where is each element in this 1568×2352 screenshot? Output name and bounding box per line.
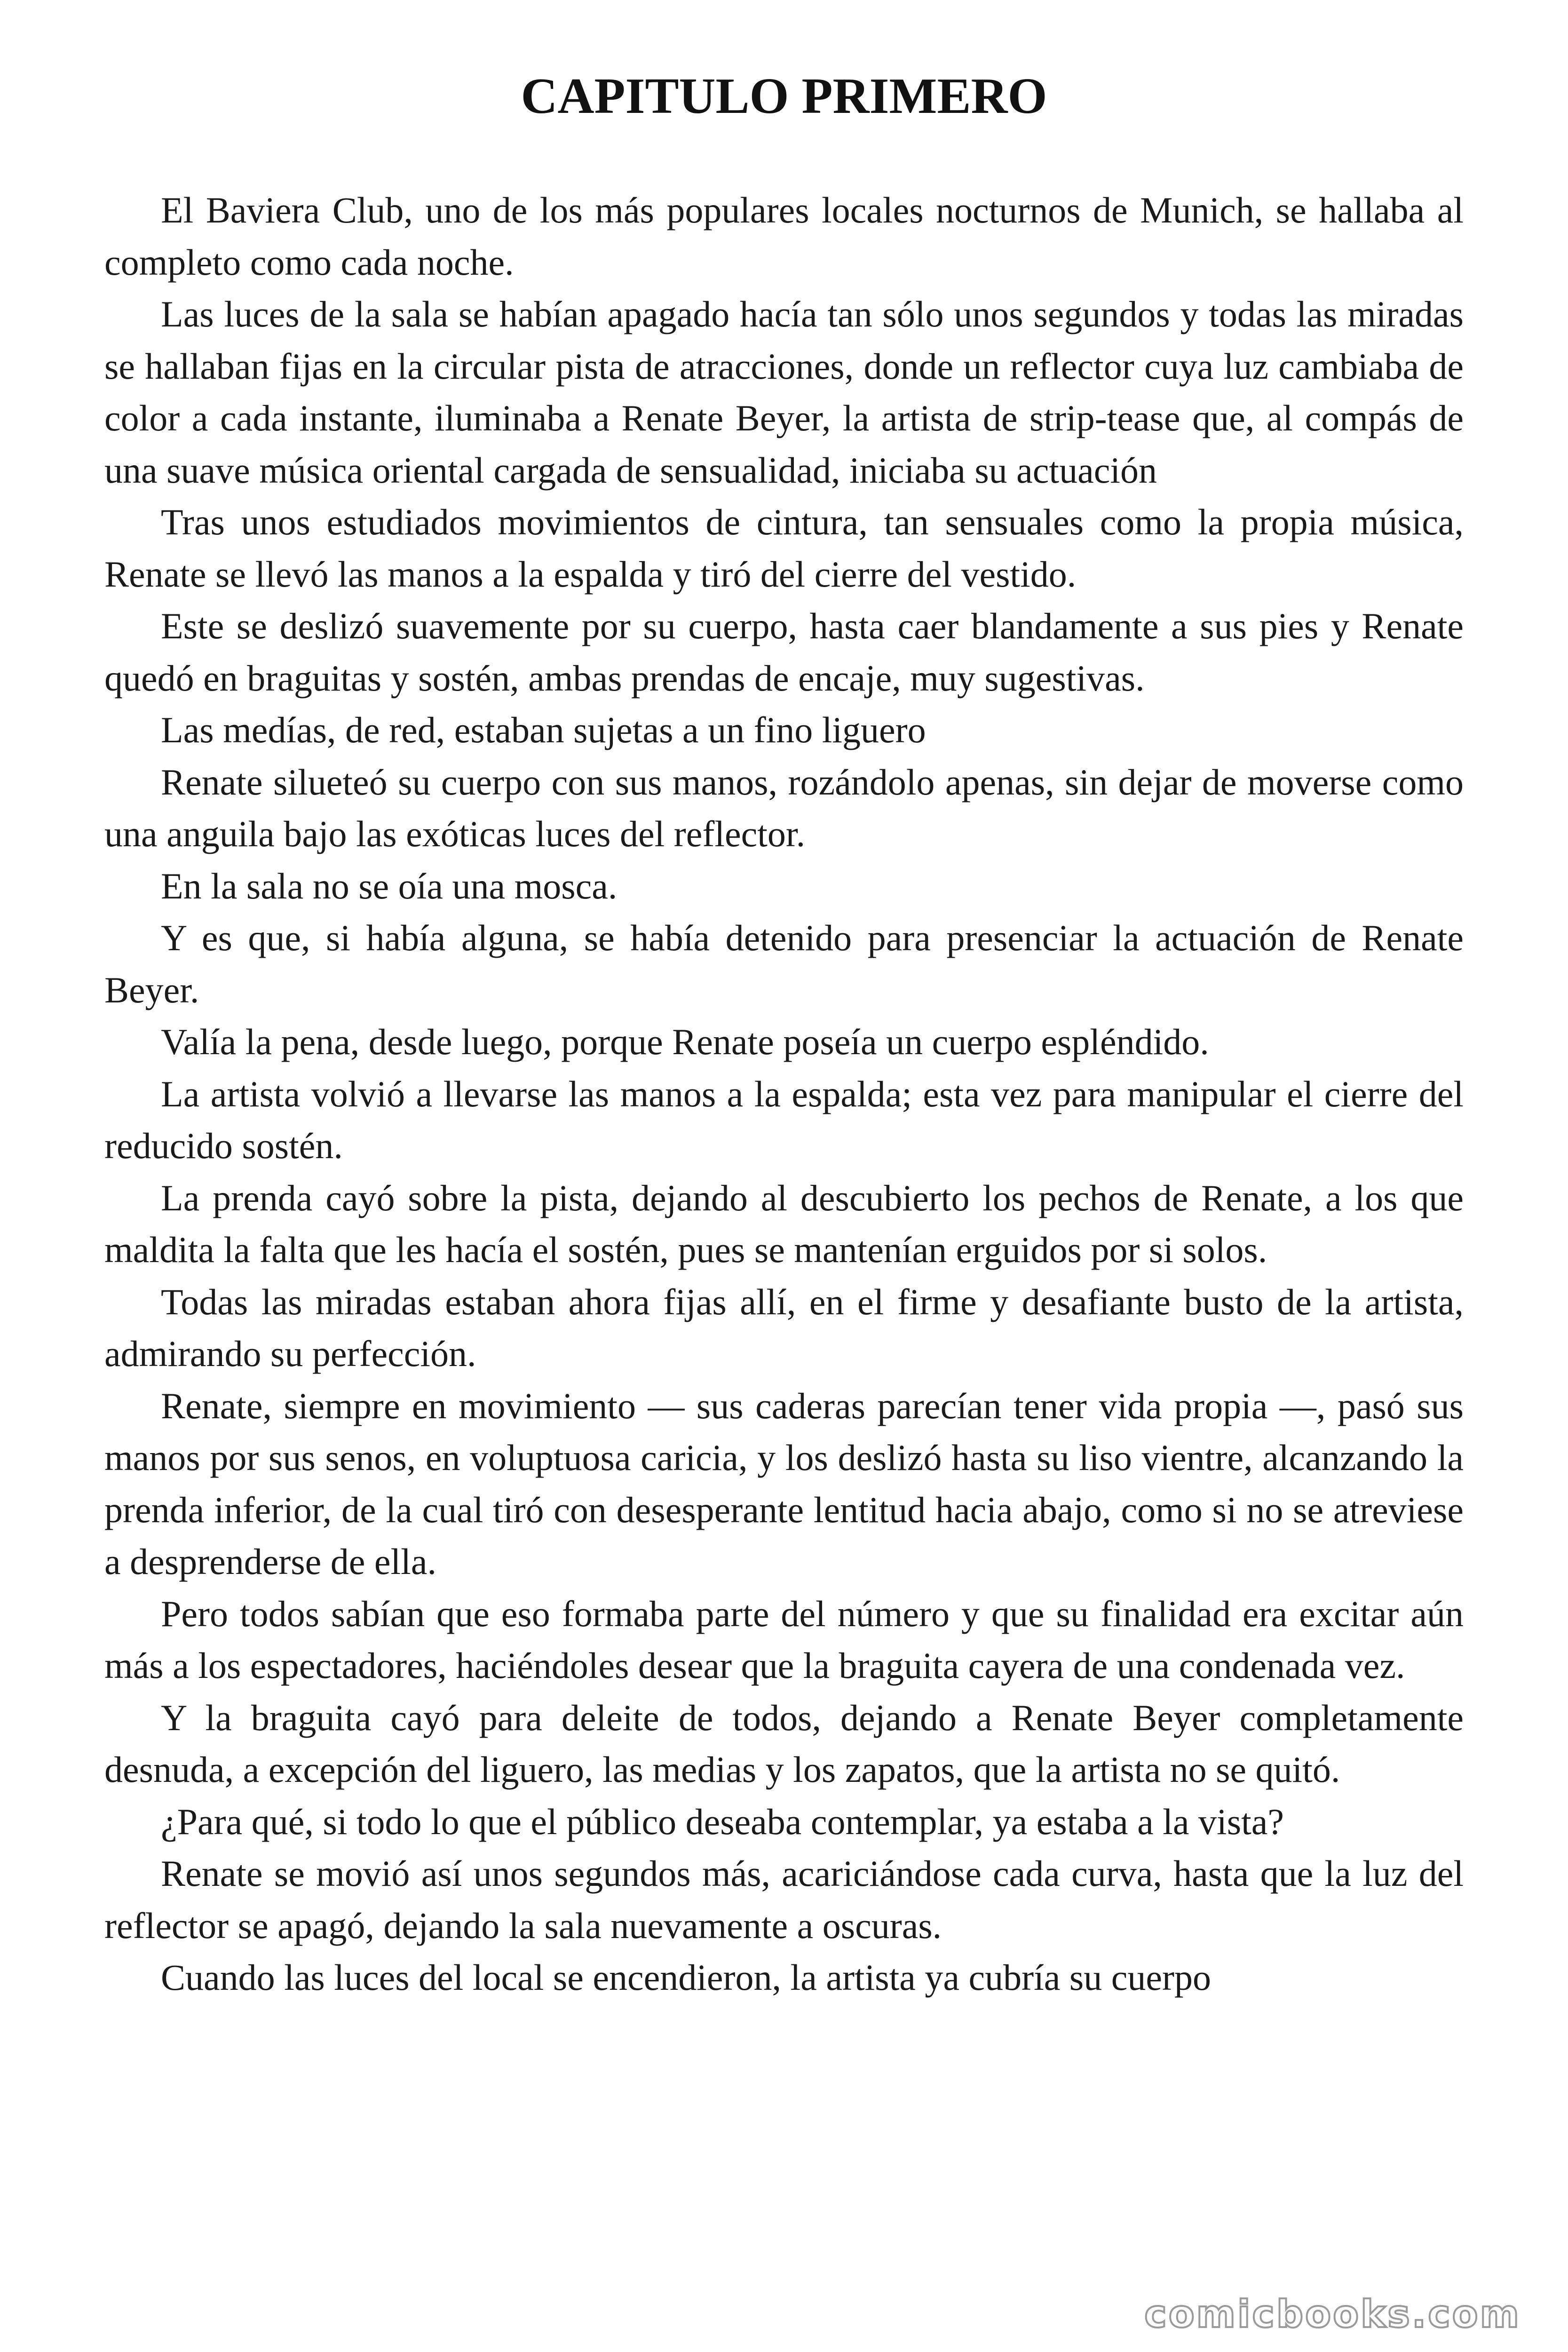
- paragraph: Cuando las luces del local se encendieron, la artista ya cubría su cuerpo: [161, 1957, 1211, 1998]
- chapter-title: CAPITULO PRIMERO: [521, 68, 1047, 124]
- paragraph: ¿Para qué, si todo lo que el público deseaba contemplar, ya estaba a la vista?: [161, 1801, 1284, 1842]
- paragraph: Las medías, de red, estaban sujetas a un fino liguero: [161, 709, 926, 750]
- paragraph: Renate, siempre en movimiento — sus caderas parecían tener vida propia —, pasó sus manos por sus senos, en voluptuosa caricia, y los deslizó hasta su liso vientre, alcanzando la prenda inferior, de la cual tiró con desesperante lentitud hacia abajo, como si no se atreviese a desprenderse de ella.: [104, 1385, 1464, 1582]
- paragraph: Y es que, si había alguna, se había detenido para presenciar la actuación de Renate Beyer.: [104, 917, 1464, 1010]
- paragraph: Este se deslizó suavemente por su cuerpo, hasta caer blandamente a sus pies y Renate quedó en braguitas y sostén, ambas prendas de encaje, muy sugestivas.: [104, 605, 1464, 699]
- paragraph: Pero todos sabían que eso formaba parte del número y que su finalidad era excitar aún más a los espectadores, haciéndoles desear que la braguita cayera de una condenada vez.: [104, 1593, 1464, 1686]
- paragraph: Las luces de la sala se habían apagado hacía tan sólo unos segundos y todas las miradas se hallaban fijas en la circular pista de atracciones, donde un reflector cuya luz cambiaba de color a cada instante, iluminaba a Renate Beyer, la artista de strip-tease que, al compás de una suave música oriental cargada de sensualidad, iniciaba su actuación: [104, 294, 1464, 491]
- paragraph: El Baviera Club, uno de los más populares locales nocturnos de Munich, se hallaba al completo como cada noche.: [104, 190, 1464, 283]
- paragraph: La prenda cayó sobre la pista, dejando al descubierto los pechos de Renate, a los que maldita la falta que les hacía el sostén, pues se mantenían erguidos por si solos.: [104, 1177, 1464, 1270]
- paragraph: En la sala no se oía una mosca.: [161, 865, 618, 906]
- watermark-logo: comicbooks.com: [1144, 2292, 1521, 2336]
- chapter-body: [104, 184, 1464, 2004]
- paragraph: Y la braguita cayó para deleite de todos, dejando a Renate Beyer completamente desnuda, a excepción del liguero, las medias y los zapatos, que la artista no se quitó.: [104, 1697, 1464, 1790]
- paragraph: Valía la pena, desde luego, porque Renate poseía un cuerpo espléndido.: [161, 1021, 1209, 1062]
- paragraph: Tras unos estudiados movimientos de cintura, tan sensuales como la propia música, Renate se llevó las manos a la espalda y tiró del cierre del vestido.: [104, 501, 1464, 595]
- paragraph: La artista volvió a llevarse las manos a la espalda; esta vez para manipular el cierre del reducido sostén.: [104, 1073, 1464, 1166]
- paragraph: Renate silueteó su cuerpo con sus manos, rozándolo apenas, sin dejar de moverse como una anguila bajo las exóticas luces del reflector.: [104, 761, 1464, 854]
- paragraph: Renate se movió así unos segundos más, acariciándose cada curva, hasta que la luz del reflector se apagó, dejando la sala nuevamente a oscuras.: [104, 1853, 1464, 1946]
- paragraph: Todas las miradas estaban ahora fijas allí, en el firme y desafiante busto de la artista, admirando su perfección.: [104, 1281, 1464, 1374]
